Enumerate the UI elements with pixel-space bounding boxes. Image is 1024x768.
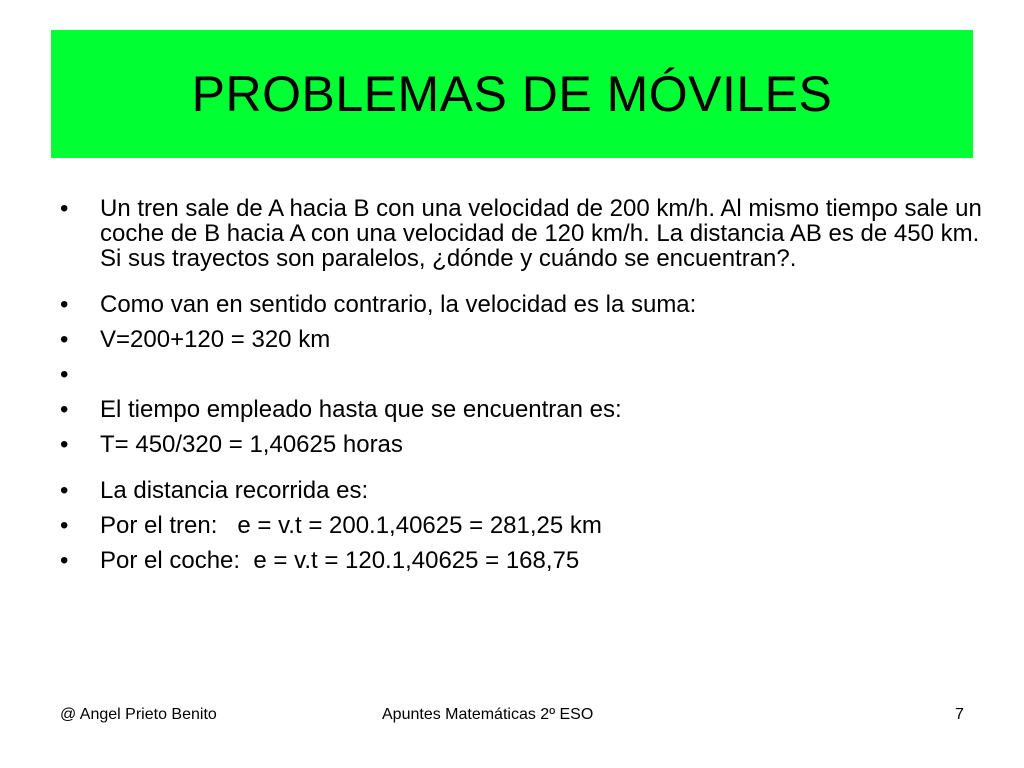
bullet-icon: • <box>60 195 69 222</box>
bullet-empty <box>60 362 990 387</box>
bullet-distance-header <box>60 478 990 503</box>
bullet-icon: • <box>60 547 69 574</box>
footer-author: @ Angel Prieto Benito <box>60 706 217 723</box>
title-banner <box>51 30 973 158</box>
bullet-velocity-explanation <box>60 292 990 317</box>
bullet-icon: • <box>60 326 69 353</box>
bullet-text: Por el tren: e = v.t = 200.1,40625 = 281,25 km <box>100 512 602 539</box>
bullet-distance-train <box>60 513 990 538</box>
bullet-distance-car <box>60 548 990 573</box>
bullet-problem-statement <box>60 196 990 271</box>
bullet-text: Por el coche: e = v.t = 120.1,40625 = 168,75 <box>100 547 580 574</box>
bullet-velocity-calc <box>60 327 990 352</box>
bullet-icon: • <box>60 512 69 539</box>
bullet-icon: • <box>60 361 69 388</box>
bullet-text: La distancia recorrida es: <box>100 477 369 504</box>
bullet-text: Un tren sale de A hacia B con una velocidad de 200 km/h. Al mismo tiempo sale un coche de B hacia A con una velocidad de 120 km/h. La distancia AB es de 450 km. Si sus trayectos son paralelos, ¿dónde y cuándo se encuentran?. <box>100 195 982 272</box>
bullet-icon: • <box>60 291 69 318</box>
bullet-icon: • <box>60 477 69 504</box>
bullet-list <box>60 196 990 573</box>
bullet-text: T= 450/320 = 1,40625 horas <box>100 431 403 458</box>
bullet-time-calc <box>60 432 990 457</box>
bullet-icon: • <box>60 431 69 458</box>
footer-page-number: 7 <box>955 706 964 723</box>
footer-course: Apuntes Matemáticas 2º ESO <box>382 706 594 723</box>
bullet-time-explanation <box>60 397 990 422</box>
bullet-text: El tiempo empleado hasta que se encuentran es: <box>100 396 622 423</box>
bullet-icon: • <box>60 396 69 423</box>
bullet-text: V=200+120 = 320 km <box>100 326 331 353</box>
bullet-text: Como van en sentido contrario, la velocidad es la suma: <box>100 291 697 318</box>
slide-title: PROBLEMAS DE MÓVILES <box>191 66 833 122</box>
